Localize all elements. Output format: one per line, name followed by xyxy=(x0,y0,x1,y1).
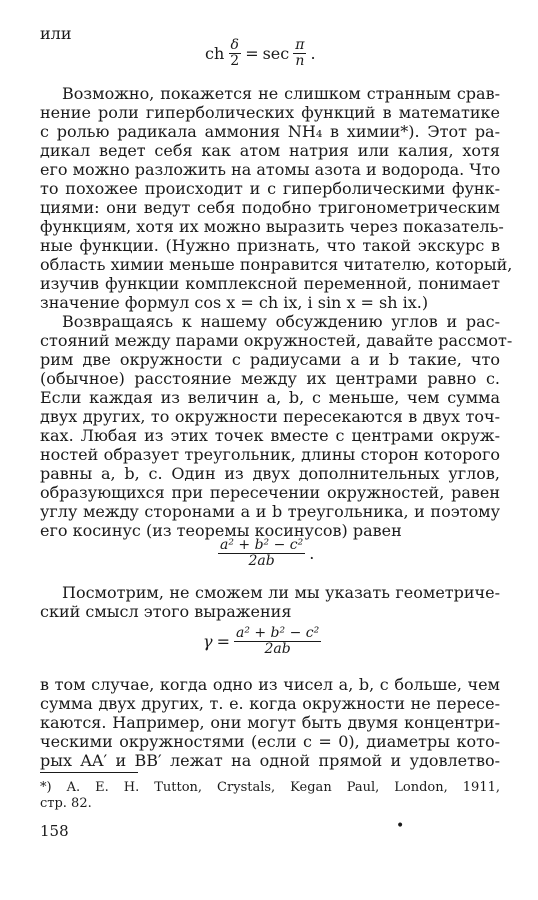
para4-line: сумма двух других, т. е. когда окружности не пересе- xyxy=(40,694,500,713)
formula-ch-func: ch xyxy=(205,44,225,63)
formula-sec-func: sec xyxy=(262,44,290,63)
para2-line: образующихся при пересечении окружностей, равен xyxy=(40,483,500,502)
para1-line: с ролью радикала аммония NH₄ в химии*). Этот ра- xyxy=(40,122,500,141)
para3-line: Посмотрим, не сможем ли мы указать геометриче- xyxy=(62,583,500,602)
formula-cosine-fraction xyxy=(218,538,305,569)
formula-ch-eq: = xyxy=(245,44,259,63)
para2-line: углу между сторонами a и b треугольника, и поэтому xyxy=(40,502,500,521)
formula-cosine-den: 2ab xyxy=(248,553,275,569)
formula-ch-end: . xyxy=(310,44,316,63)
footnote-divider xyxy=(40,772,138,773)
footnote-line: стр. 82. xyxy=(40,796,92,811)
para2-line: рим две окружности с радиусами a и b такие, что xyxy=(40,350,500,369)
page-number: 158 xyxy=(40,822,69,840)
formula-cosine-num: a² + b² − c² xyxy=(220,537,304,553)
para4-line: в том случае, когда одно из чисел a, b, c больше, чем xyxy=(40,675,501,694)
footnote-line: *) A. E. H. Tutton, Crystals, Kegan Paul, London, 1911, xyxy=(40,780,500,795)
para2-line: двух других, то окружности пересекаются в двух точ- xyxy=(40,407,500,426)
continuation-word: или xyxy=(40,24,72,43)
para1-line: циями: они ведут себя подобно тригонометрическим xyxy=(40,198,500,217)
formula-gamma-fraction xyxy=(234,626,321,657)
formula-gamma-eq: = xyxy=(216,632,230,651)
para2-line: ках. Любая из этих точек вместе с центрами окруж- xyxy=(40,426,500,445)
para2-line: его косинус (из теоремы косинусов) равен xyxy=(40,521,402,540)
formula-gamma-num: a² + b² − c² xyxy=(235,625,320,641)
formula-sec-den: n xyxy=(295,53,305,69)
para1-line: нение роли гиперболических функций в математике xyxy=(40,103,500,122)
para4-line: рых AA′ и BB′ лежат на одной прямой и удовлетво- xyxy=(40,751,500,770)
formula-sec-num: π xyxy=(295,37,305,53)
para1-line: функциям, хотя их можно выразить через показатель- xyxy=(40,217,504,236)
para2-line: Возвращаясь к нашему обсуждению углов и рас- xyxy=(62,312,500,331)
para1-line: его можно разложить на атомы азота и водорода. Что xyxy=(40,160,501,179)
para4-line: ческими окружностями (если c = 0), диаметры кото- xyxy=(40,732,500,751)
para1-line: ные функции. (Нужно признать, что такой экскурс в xyxy=(40,236,500,255)
para4-line: каются. Например, они могут быть двумя концентри- xyxy=(40,713,500,732)
formula-cosine-end: . xyxy=(309,544,315,563)
formula-ch-fraction xyxy=(228,38,241,69)
stray-mark: • xyxy=(396,818,405,834)
formula-gamma-den: 2ab xyxy=(264,641,291,657)
formula-ch-sec xyxy=(205,38,316,69)
para1-line: область химии меньше понравится читателю, который, xyxy=(40,255,513,274)
formula-ch-num: δ xyxy=(230,37,239,53)
para2-line: равны a, b, c. Один из двух дополнительных углов, xyxy=(40,464,500,483)
para2-line: ностей образует треугольник, длины сторон которого xyxy=(40,445,500,464)
para1-line: значение формул cos x = ch ix, i sin x = sh ix.) xyxy=(40,293,429,312)
para3-line: ский смысл этого выражения xyxy=(40,602,292,621)
formula-cosine xyxy=(218,538,314,569)
para1-line: Возможно, покажется не слишком странным срав- xyxy=(62,84,500,103)
para2-line: (обычное) расстояние между их центрами равно c. xyxy=(40,369,500,388)
para1-line: изучив функции комплексной переменной, понимает xyxy=(40,274,500,293)
para2-line: стояний между парами окружностей, давайте рассмот- xyxy=(40,331,513,350)
formula-ch-den: 2 xyxy=(230,53,240,69)
para2-line: Если каждая из величин a, b, c меньше, чем сумма xyxy=(40,388,500,407)
formula-gamma-lhs: γ xyxy=(203,632,213,651)
para1-line: то похожее происходит и с гиперболическими функ- xyxy=(40,179,500,198)
formula-gamma xyxy=(203,626,321,657)
para1-line: дикал ведет себя как атом натрия или калия, хотя xyxy=(40,141,500,160)
formula-sec-fraction xyxy=(293,38,306,69)
